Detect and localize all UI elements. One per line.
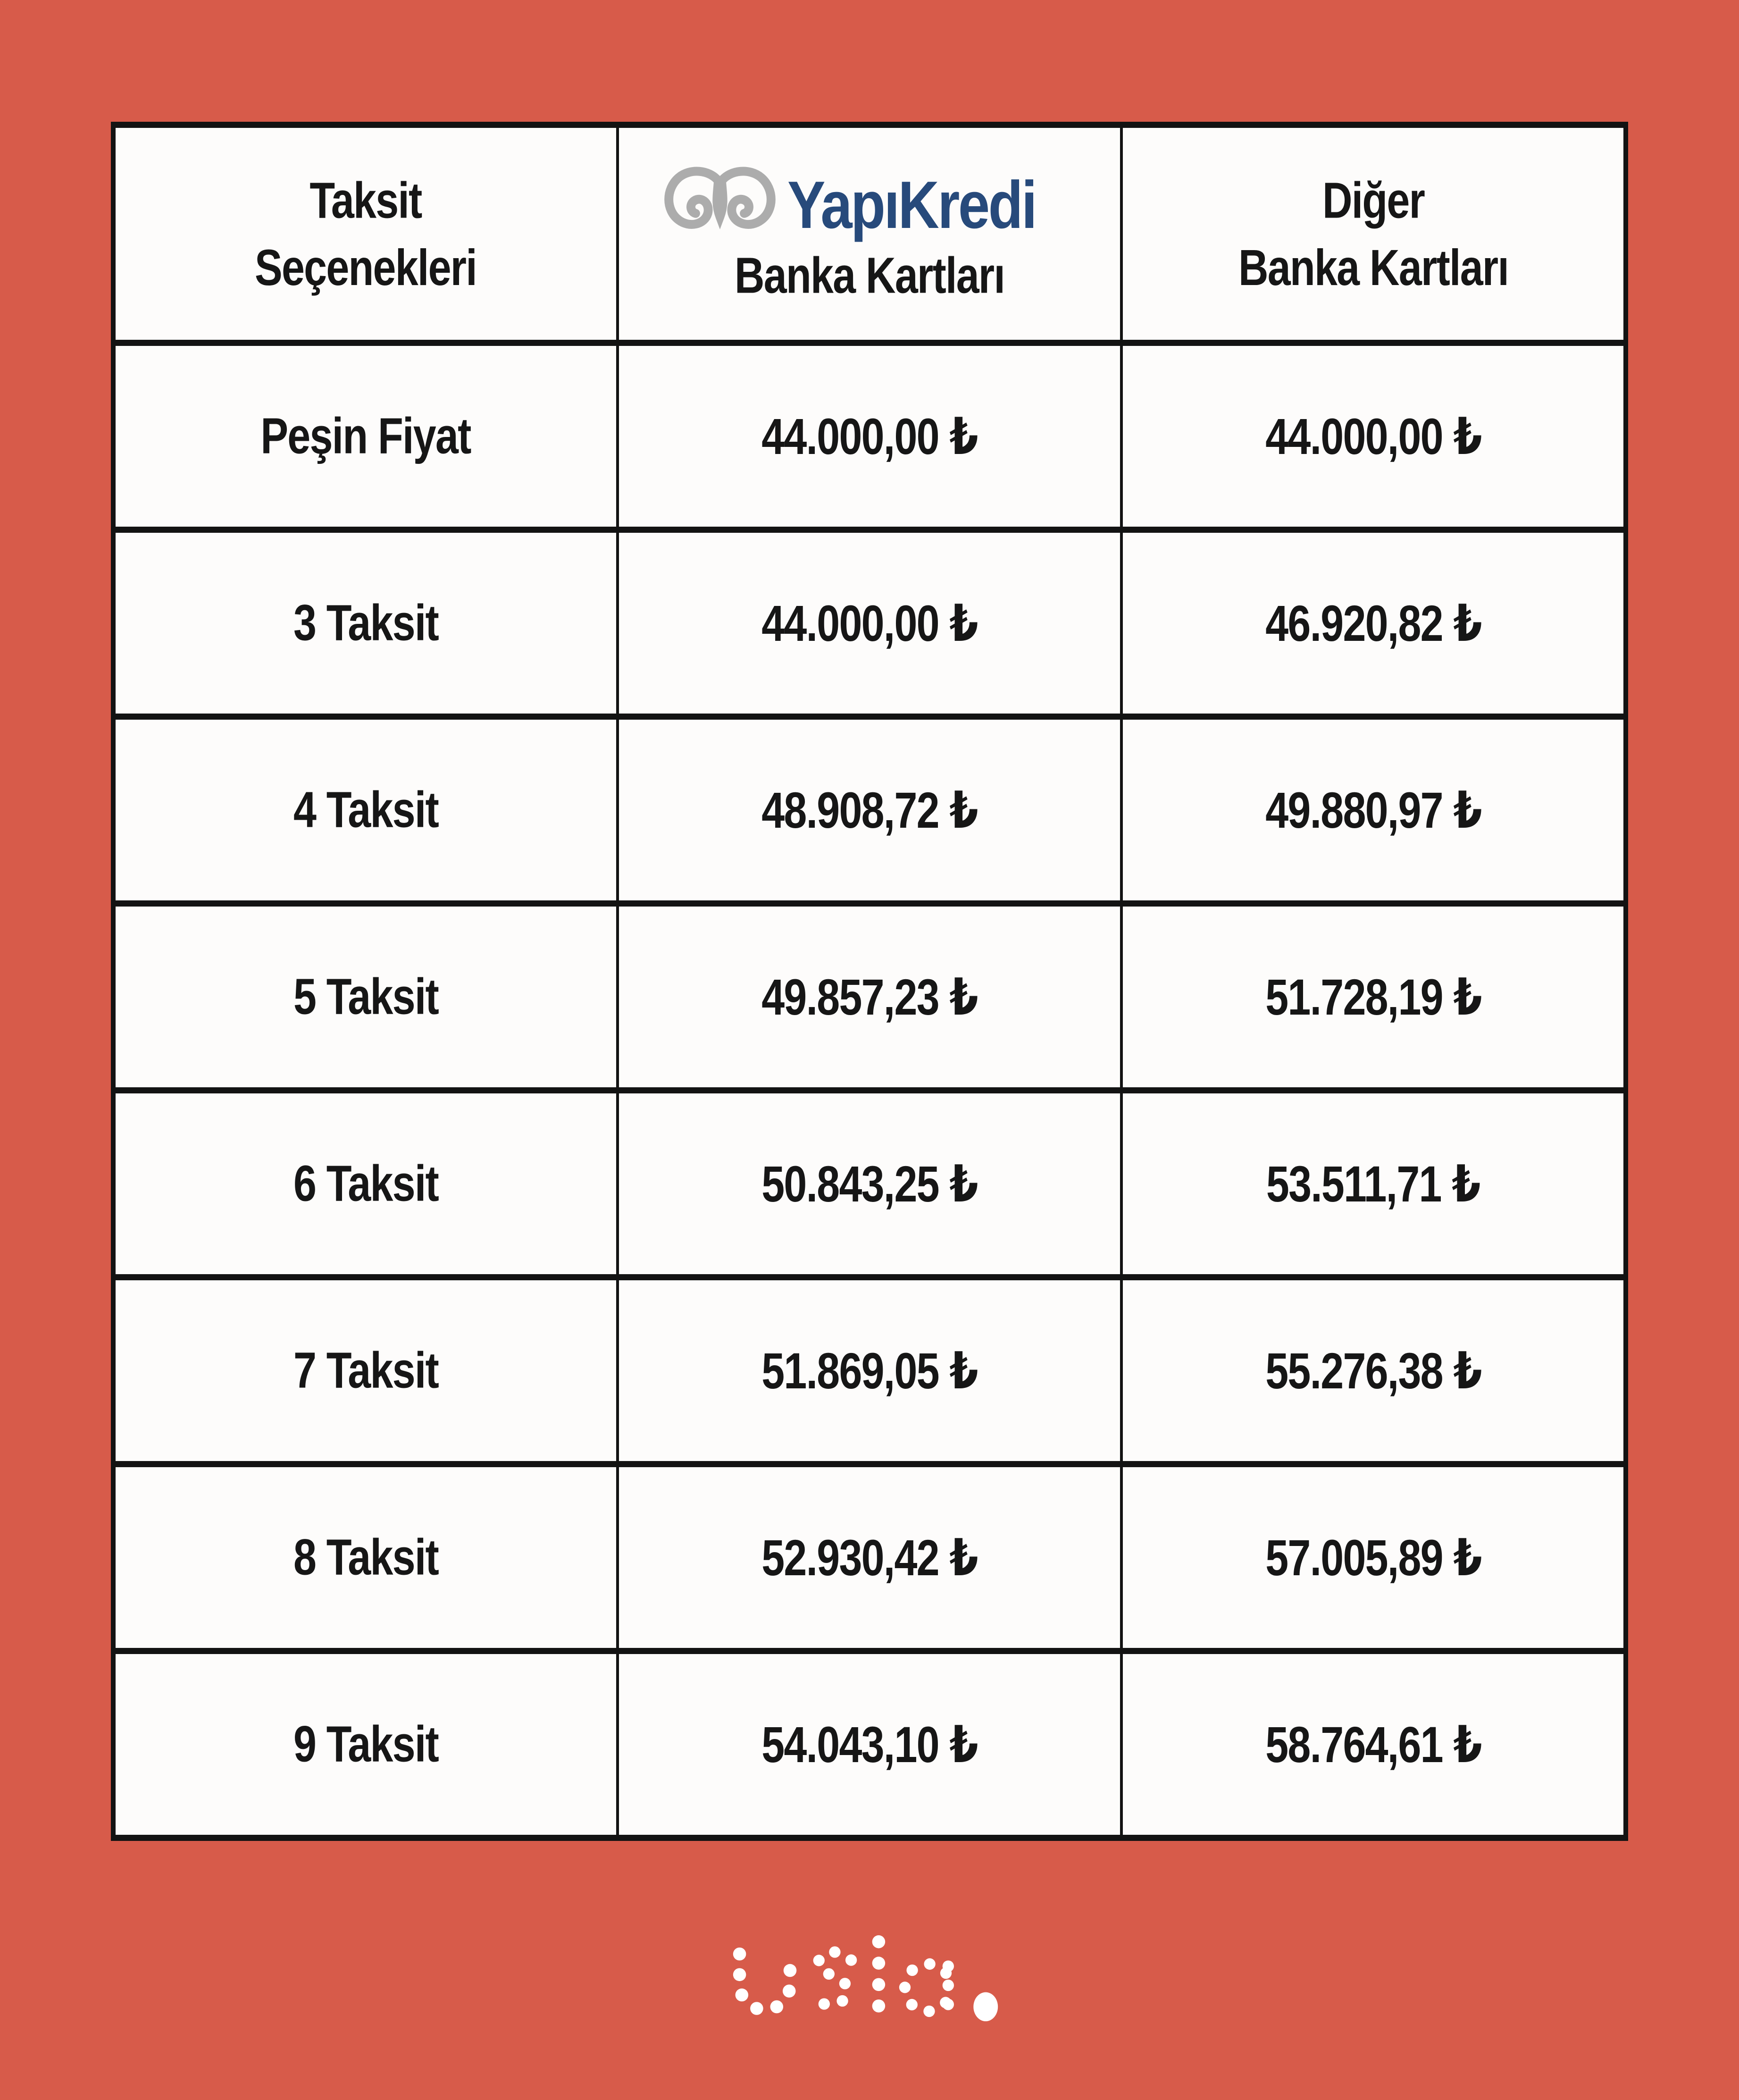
header-col3-line2: Banka Kartları [1238, 239, 1508, 296]
header-col3-line1: Diğer [1322, 171, 1424, 229]
header-col2-line2: Banka Kartları [734, 247, 1005, 304]
header-col1-line2: Seçenekleri [255, 239, 477, 296]
row-label-cell: 9 Taksit [113, 1651, 618, 1838]
table-header [113, 125, 1626, 343]
yapikredi-price-cell: 51.869,05 ₺ [618, 1277, 1122, 1464]
header-yapikredi-cards [618, 125, 1122, 343]
other-price-cell: 57.005,89 ₺ [1121, 1464, 1626, 1651]
yapikredi-price-cell: 50.843,25 ₺ [618, 1091, 1122, 1277]
header-col1-line1: Taksit [309, 171, 422, 229]
row-label-cell: 5 Taksit [113, 904, 618, 1091]
header-installment-options [113, 125, 618, 343]
table-row [113, 1651, 1626, 1838]
table-row [113, 1464, 1626, 1651]
header-other-cards [1121, 125, 1626, 343]
row-label-cell: Peşin Fiyat [113, 343, 618, 530]
installment-price-table [111, 122, 1628, 1841]
yapikredi-price-cell: 52.930,42 ₺ [618, 1464, 1122, 1651]
other-price-cell: 46.920,82 ₺ [1121, 530, 1626, 717]
yapikredi-brand-text: YapıKredi [787, 168, 1036, 243]
table-row [113, 904, 1626, 1091]
yapikredi-price-cell: 44.000,00 ₺ [618, 343, 1122, 530]
other-price-cell: 53.511,71 ₺ [1121, 1091, 1626, 1277]
row-label-cell: 6 Taksit [113, 1091, 618, 1277]
row-label-cell: 4 Taksit [113, 717, 618, 904]
row-label-cell: 7 Taksit [113, 1277, 618, 1464]
row-label-cell: 8 Taksit [113, 1464, 618, 1651]
other-price-cell: 51.728,19 ₺ [1121, 904, 1626, 1091]
other-price-cell: 55.276,38 ₺ [1121, 1277, 1626, 1464]
other-price-cell: 49.880,97 ₺ [1121, 717, 1626, 904]
table-row [113, 1091, 1626, 1277]
usla-logo-icon [717, 1931, 1022, 2046]
yapikredi-price-cell: 48.908,72 ₺ [618, 717, 1122, 904]
table-row [113, 343, 1626, 530]
other-price-cell: 44.000,00 ₺ [1121, 343, 1626, 530]
usla-logo [717, 1931, 1022, 2048]
yapikredi-price-cell: 54.043,10 ₺ [618, 1651, 1122, 1838]
table-row [113, 530, 1626, 717]
yapikredi-price-cell: 44.000,00 ₺ [618, 530, 1122, 717]
header-row [113, 125, 1626, 343]
yapikredi-logo [619, 165, 1120, 246]
table-row [113, 1277, 1626, 1464]
other-price-cell: 58.764,61 ₺ [1121, 1651, 1626, 1838]
table-body [113, 343, 1626, 1838]
row-label-cell: 3 Taksit [113, 530, 618, 717]
yapikredi-ram-icon [659, 165, 781, 246]
table-row [113, 717, 1626, 904]
yapikredi-price-cell: 49.857,23 ₺ [618, 904, 1122, 1091]
